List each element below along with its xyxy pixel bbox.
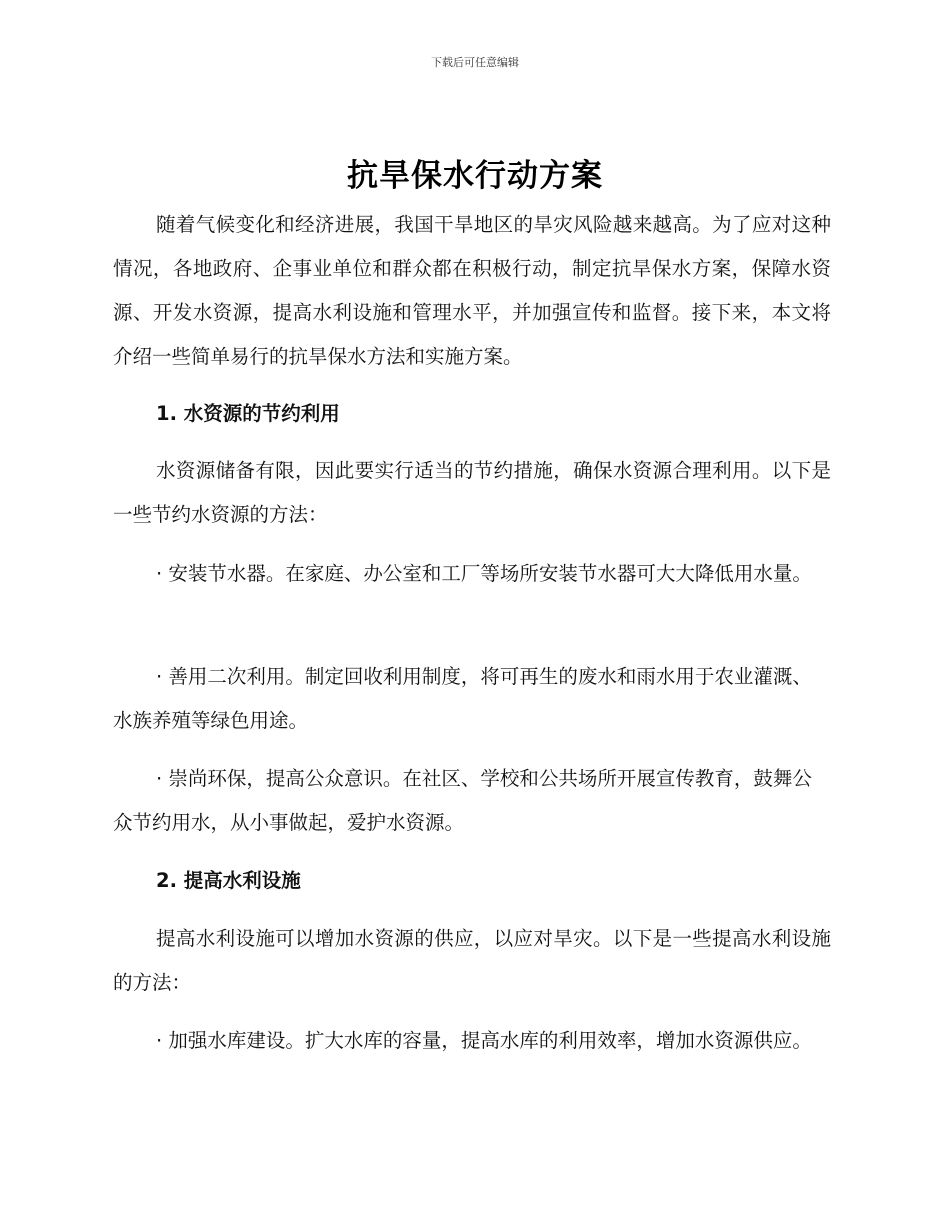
section-1 [113, 392, 831, 436]
intro-paragraph: 随着气候变化和经济进展，我国干旱地区的旱灾风险越来越高。为了应对这种情况，各地政府、企事业单位和群众都在积极行动，制定抗旱保水方案，保障水资源、开发水资源，提高水利设施和管理水平，并加强宣传和监督。接下来，本文将介绍一些简单易行的抗旱保水方法和实施方案。 [113, 213, 831, 368]
section-heading: 2. 提高水利设施 [156, 869, 301, 892]
document-title: 抗旱保水行动方案 [347, 158, 603, 194]
section-2-bullet-1 [113, 1019, 831, 1063]
bullet-item: · 善用二次利用。制定回收利用制度，将可再生的废水和雨水用于农业灌溉、水族养殖等绿色用途。 [113, 665, 812, 732]
section-1-bullet-3 [113, 757, 831, 845]
section-lead-paragraph: 提高水利设施可以增加水资源的供应，以应对旱灾。以下是一些提高水利设施的方法： [113, 927, 831, 994]
bullet-item: · 加强水库建设。扩大水库的容量，提高水库的利用效率，增加水资源供应。 [156, 1029, 812, 1052]
section-lead-paragraph: 水资源储备有限，因此要实行适当的节约措施，确保水资源合理利用。以下是一些节约水资源的方法： [113, 459, 831, 526]
section-1-bullet-2 [113, 655, 831, 743]
section-2-lead [113, 917, 831, 1005]
section-heading: 1. 水资源的节约利用 [156, 402, 340, 425]
bullet-item: · 安装节水器。在家庭、办公室和工厂等场所安装节水器可大大降低用水量。 [156, 562, 812, 585]
section-2 [113, 859, 831, 903]
page-header: 下载后可任意编辑 [431, 56, 519, 69]
document-body [113, 203, 831, 379]
bullet-item: · 崇尚环保，提高公众意识。在社区、学校和公共场所开展宣传教育，鼓舞公众节约用水，从小事做起，爱护水资源。 [113, 767, 812, 834]
section-1-lead [113, 449, 831, 537]
section-1-bullet-1 [113, 552, 831, 596]
